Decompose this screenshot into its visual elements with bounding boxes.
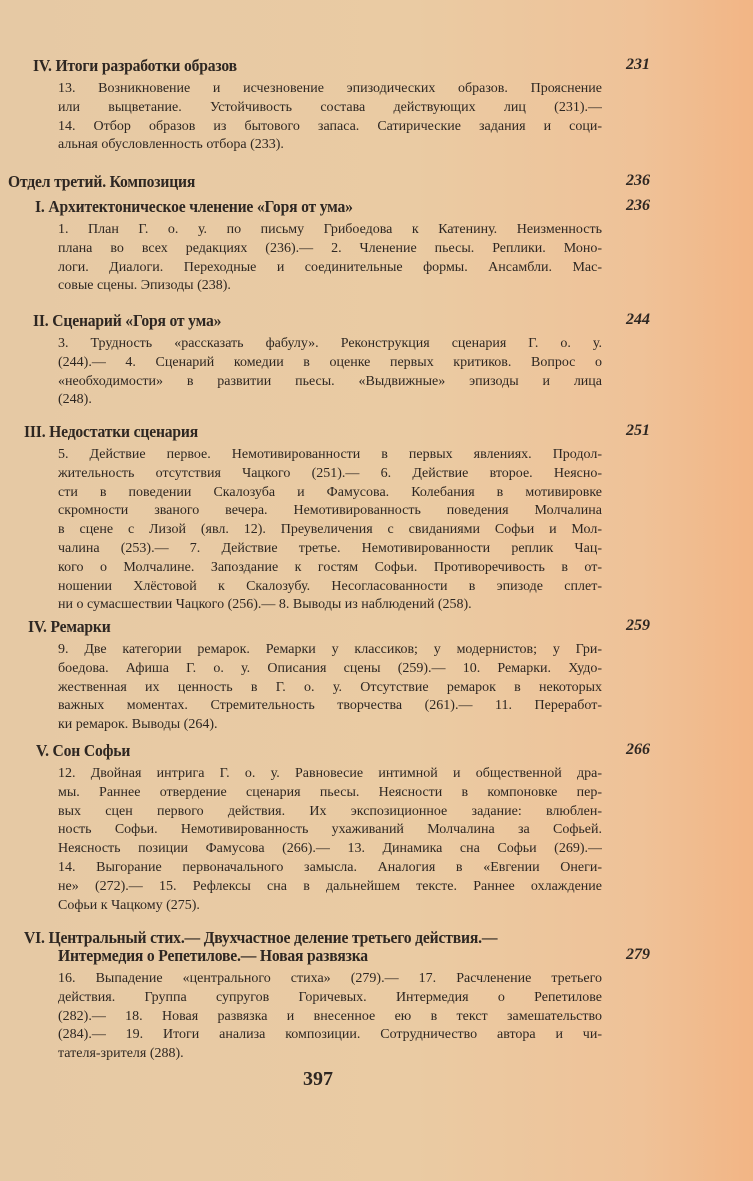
section-summary: [58, 221, 602, 296]
summary-line: 1. План Г. о. у. по письму Грибоедова к Катенину. Неизменность: [58, 222, 602, 237]
section-page-number: 279: [626, 946, 650, 963]
summary-line: 13. Возникновение и исчезновение эпизодических образов. Прояснение: [58, 81, 602, 96]
summary-line: тателя-зрителя (288).: [58, 1046, 184, 1062]
summary-line: важных моментах. Стремительность творчества (261).— 11. Переработ-: [58, 698, 602, 714]
section-summary: [58, 446, 602, 615]
section-page-number: 244: [626, 311, 650, 328]
page-number: 397: [303, 1068, 333, 1090]
section-heading: II. Сценарий «Горя от ума»: [33, 311, 222, 330]
summary-line: 14. Выгорание первоначального замысла. Аналогия в «Евгении Онеги-: [58, 859, 602, 875]
section-summary: [58, 335, 602, 410]
summary-line: (244).— 4. Сценарий комедии в оценке первых критиков. Вопрос о: [58, 354, 602, 370]
summary-line: «необходимости» в развитии пьесы. «Выдвижные» эпизоды и лица: [58, 373, 602, 389]
summary-line: Софьи к Чацкому (275).: [58, 897, 200, 913]
summary-line: не» (272).— 15. Рефлексы сна в дальнейшем тексте. Раннее охлаждение: [58, 878, 602, 894]
section-heading: VI. Центральный стих.— Двухчастное деление третьего действия.—: [24, 928, 498, 947]
section-heading: I. Архитектоническое членение «Горя от ума»: [35, 197, 353, 216]
summary-line: или выцветание. Устойчивость состава действующих лиц (231).—: [58, 99, 602, 115]
summary-line: 14. Отбор образов из бытового запаса. Сатирические задания и соци-: [58, 118, 602, 134]
summary-line: 9. Две категории ремарок. Ремарки у классиков; у модернистов; у Гри-: [58, 642, 602, 657]
section-heading: Интермедия о Репетилове.— Новая развязка: [58, 946, 368, 965]
summary-line: боедова. Афиша Г. о. у. Описания сцены (259).— 10. Ремарки. Худо-: [58, 660, 602, 676]
summary-line: (284).— 19. Итоги анализа композиции. Сотрудничество автора и чи-: [58, 1027, 602, 1043]
section-summary: [58, 765, 602, 915]
summary-line: 16. Выпадение «центрального стиха» (279).— 17. Расчленение третьего: [58, 971, 602, 986]
summary-line: 12. Двойная интрига Г. о. у. Равновесие интимной и общественной дра-: [58, 766, 602, 781]
summary-line: кого о Молчалине. Запоздание к гостям Софьи. Противоречивость в от-: [58, 559, 602, 575]
section-heading: IV. Итоги разработки образов: [33, 56, 237, 75]
summary-line: скромности званого вечера. Немотивированность поведения Молчалина: [58, 503, 602, 519]
section-summary: [58, 80, 602, 155]
section-heading: IV. Ремарки: [28, 617, 111, 636]
summary-line: Неясность позиции Фамусова (266).— 13. Динамика сна Софьи (269).—: [58, 841, 602, 857]
summary-line: ность Софьи. Немотивированность ухаживаний Молчалина за Софьей.: [58, 822, 602, 838]
section-summary: [58, 970, 602, 1064]
summary-line: мы. Раннее отвердение сценария пьесы. Неясности в компоновке пер-: [58, 784, 602, 800]
summary-line: действия. Группа супругов Горичевых. Интермедия о Репетилове: [58, 989, 602, 1005]
section-page-number: 266: [626, 741, 650, 758]
summary-line: сти в поведении Скалозуба и Фамусова. Колебания в мотивировке: [58, 484, 602, 500]
summary-line: плана во всех редакциях (236).— 2. Членение пьесы. Реплики. Моно-: [58, 240, 602, 256]
section-page-number: 236: [626, 197, 650, 214]
section-page-number: 251: [626, 422, 650, 439]
summary-line: ношении Хлёстовой к Скалозубу. Несогласованности в эпизоде сплет-: [58, 578, 602, 594]
summary-line: чалина (253).— 7. Действие третье. Немотивированности реплик Чац-: [58, 540, 602, 556]
summary-line: совые сцены. Эпизоды (238).: [58, 278, 231, 294]
section-heading: III. Недостатки сценария: [24, 422, 199, 441]
section-page-number: 231: [626, 56, 650, 73]
summary-line: (248).: [58, 392, 92, 408]
summary-line: вых сцен первого действия. Их экспозиционное задание: влюблен-: [58, 803, 602, 819]
summary-line: 5. Действие первое. Немотивированности в первых явлениях. Продол-: [58, 447, 602, 462]
section-page-number: 236: [626, 172, 650, 189]
section-summary: [58, 641, 602, 735]
summary-line: жественная их ценность в Г. о. у. Отсутствие ремарок в некоторых: [58, 679, 602, 695]
section-heading: Отдел третий. Композиция: [8, 172, 196, 191]
summary-line: 3. Трудность «рассказать фабулу». Реконструкция сценария Г. о. у.: [58, 336, 602, 351]
summary-line: ни о сумасшествии Чацкого (256).— 8. Выводы из наблюдений (258).: [58, 597, 472, 613]
summary-line: (282).— 18. Новая развязка и внесенное ею в текст замешательство: [58, 1008, 602, 1024]
section-heading: V. Сон Софьи: [36, 741, 131, 760]
summary-line: альная обусловленность отбора (233).: [58, 137, 284, 153]
summary-line: в сцене с Лизой (явл. 12). Преувеличения с свиданиями Софьи и Мол-: [58, 522, 602, 538]
summary-line: логи. Диалоги. Переходные и соединительные формы. Ансамбли. Мас-: [58, 259, 602, 275]
section-page-number: 259: [626, 617, 650, 634]
summary-line: ки ремарок. Выводы (264).: [58, 717, 218, 733]
summary-line: жительность отсутствия Чацкого (251).— 6. Действие второе. Неясно-: [58, 465, 602, 481]
